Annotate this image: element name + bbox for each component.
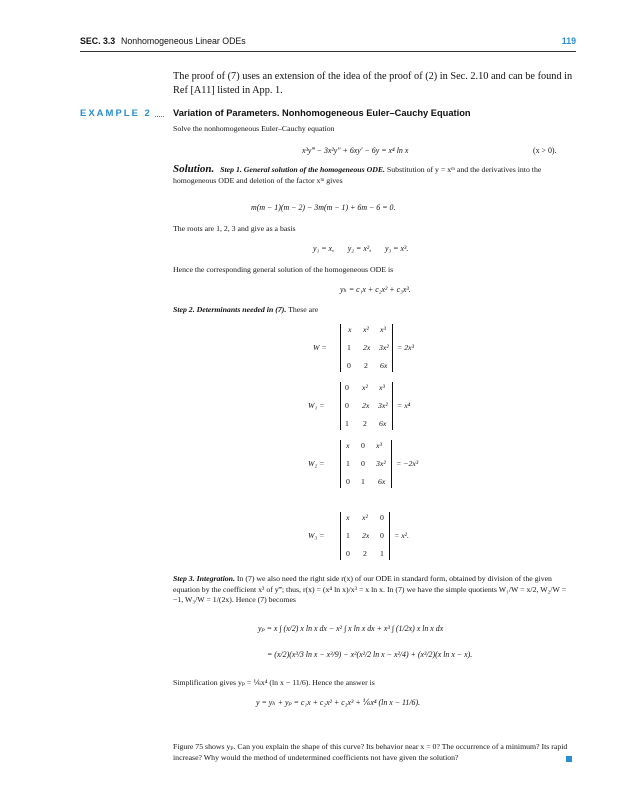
det-w2-label: W₂ = bbox=[308, 459, 325, 468]
det-w-cell: 2 bbox=[364, 361, 368, 370]
det-w1-result: = x⁴ bbox=[397, 401, 411, 410]
closing-paragraph: Figure 75 shows yₚ. Can you explain the shape of this curve? Its behavior near x = 0? The occurrence of a minimum? Its rapid increase? Why would the method of undetermined coefficients not have given the solution? bbox=[173, 742, 568, 762]
step2-text: These are bbox=[286, 305, 319, 314]
determinant-w bbox=[300, 322, 440, 372]
det-w-label: W = bbox=[313, 343, 327, 352]
det-w1-cell: x³ bbox=[379, 383, 385, 392]
det-w1-cell: x² bbox=[362, 383, 368, 392]
section-title: Nonhomogeneous Linear ODEs bbox=[121, 36, 246, 46]
det-w2-cell: 3x² bbox=[376, 459, 386, 468]
determinant-w1 bbox=[298, 380, 438, 430]
det-w1-cell: 2x bbox=[362, 401, 370, 410]
det-w2-cell: 0 bbox=[346, 477, 350, 486]
step3-title: Step 3. Integration. bbox=[173, 574, 235, 583]
step3-text: In (7) we also need the right side r(x) of our ODE in standard form, obtained by division of the given equation by the coefficient x³ of y‴; thus, r(x) = (x⁴ ln x)/x³ = x ln x. In (7) we have the simple quotients W₁/W = x/2, W₂/W = −1, W₃/W = 1/(2x). Hence (7) becomes bbox=[173, 574, 567, 604]
det-w3-cell: 2 bbox=[363, 549, 367, 558]
det-w2-cell: x³ bbox=[376, 441, 382, 450]
particular-solution-line2: = (x/2)(x³/3 ln x − x³/9) − x²(x²/2 ln x − x²/4) + (x³/2)(x ln x − x). bbox=[267, 650, 473, 659]
det-w2-cell: x bbox=[346, 441, 350, 450]
determinant-w2 bbox=[300, 438, 450, 488]
det-w-result: = 2x³ bbox=[397, 343, 414, 352]
det-w-cell: 0 bbox=[347, 361, 351, 370]
det-w-cell: 3x² bbox=[379, 343, 389, 352]
example-title: Variation of Parameters. Nonhomogeneous Euler–Cauchy Equation bbox=[173, 108, 471, 118]
step1-text: Substitution of y = xᵐ and the derivatives into the homogeneous ODE and deletion of the factor xᵐ gives bbox=[173, 165, 542, 185]
det-w-cell: 2x bbox=[363, 343, 371, 352]
det-w-cell: 6x bbox=[380, 361, 388, 370]
det-w2-cell: 0 bbox=[361, 441, 365, 450]
det-w-cell: x bbox=[348, 325, 352, 334]
det-w3-result: = x². bbox=[394, 531, 409, 540]
det-w3-cell: 0 bbox=[346, 549, 350, 558]
step1-paragraph bbox=[173, 164, 576, 186]
homogeneous-solution: yₕ = c₁x + c₂x² + c₃x³. bbox=[340, 285, 411, 294]
det-w3-cell: x bbox=[346, 513, 350, 522]
page-number: 119 bbox=[561, 36, 576, 46]
ode-condition: (x > 0). bbox=[533, 146, 557, 155]
ode-equation: x³y‴ − 3x²y″ + 6xy′ − 6y = x⁴ ln x bbox=[302, 146, 409, 155]
det-w1-cell: 1 bbox=[345, 419, 349, 428]
det-w2-cell: 0 bbox=[361, 459, 365, 468]
intro-paragraph: The proof of (7) uses an extension of the idea of the proof of (2) in Sec. 2.10 and can be found in Ref [A11] listed in App. 1. bbox=[173, 71, 573, 96]
end-of-example-mark bbox=[566, 756, 572, 762]
step2-title: Step 2. Determinants needed in (7). bbox=[173, 305, 287, 314]
det-w3-cell: 2x bbox=[362, 531, 370, 540]
example-label: EXAMPLE 2 bbox=[80, 108, 155, 119]
step2-paragraph bbox=[173, 305, 318, 316]
roots-text: The roots are 1, 2, 3 and give as a basis bbox=[173, 224, 296, 233]
det-w1-cell: 2 bbox=[363, 419, 367, 428]
det-w2-result: = −2x³ bbox=[396, 459, 419, 468]
det-w1-label: W₁ = bbox=[308, 401, 325, 410]
determinant-w3 bbox=[300, 510, 450, 560]
det-w3-label: W₃ = bbox=[308, 531, 325, 540]
det-w1-cell: 3x² bbox=[378, 401, 388, 410]
det-w3-cell: 1 bbox=[380, 549, 384, 558]
basis-equation: y₁ = x, y₂ = x², y₃ = x³. bbox=[313, 244, 409, 253]
det-w3-cell: 0 bbox=[380, 513, 384, 522]
det-w1-cell: 6x bbox=[379, 419, 387, 428]
det-w2-cell: 1 bbox=[346, 459, 350, 468]
characteristic-equation: m(m − 1)(m − 2) − 3m(m − 1) + 6m − 6 = 0. bbox=[251, 203, 396, 212]
det-w2-cell: 1 bbox=[361, 477, 365, 486]
solution-word: Solution. bbox=[173, 163, 215, 175]
det-w-cell: 1 bbox=[347, 343, 351, 352]
det-w2-cell: 6x bbox=[378, 477, 386, 486]
section-number: SEC. 3.3 bbox=[80, 36, 116, 46]
particular-solution-line1: yₚ = x ∫ (x/2) x ln x dx − x² ∫ x ln x dx + x³ ∫ (1/2x) x ln x dx bbox=[258, 624, 444, 633]
det-w-cell: x² bbox=[363, 325, 369, 334]
det-w1-cell: 0 bbox=[345, 383, 349, 392]
header-rule bbox=[80, 51, 576, 52]
hence-text: Hence the corresponding general solution of the homogeneous ODE is bbox=[173, 265, 394, 274]
step3-paragraph bbox=[173, 574, 576, 606]
running-header bbox=[80, 36, 576, 50]
det-w3-cell: 0 bbox=[380, 531, 384, 540]
step1-title: Step 1. General solution of the homogeneous ODE. bbox=[220, 165, 385, 174]
det-w3-cell: x² bbox=[362, 513, 368, 522]
det-w-cell: x³ bbox=[380, 325, 386, 334]
det-w1-cell: 0 bbox=[345, 401, 349, 410]
det-w3-cell: 1 bbox=[346, 531, 350, 540]
example-task: Solve the nonhomogeneous Euler–Cauchy equation bbox=[173, 124, 335, 133]
final-answer: y = yₕ + yₚ = c₁x + c₂x² + c₃x³ + ⅙x⁴ (ln x − 11/6). bbox=[256, 698, 421, 707]
simplification-text: Simplification gives yₚ = ⅙x⁴ (ln x − 11/6). Hence the answer is bbox=[173, 678, 375, 687]
